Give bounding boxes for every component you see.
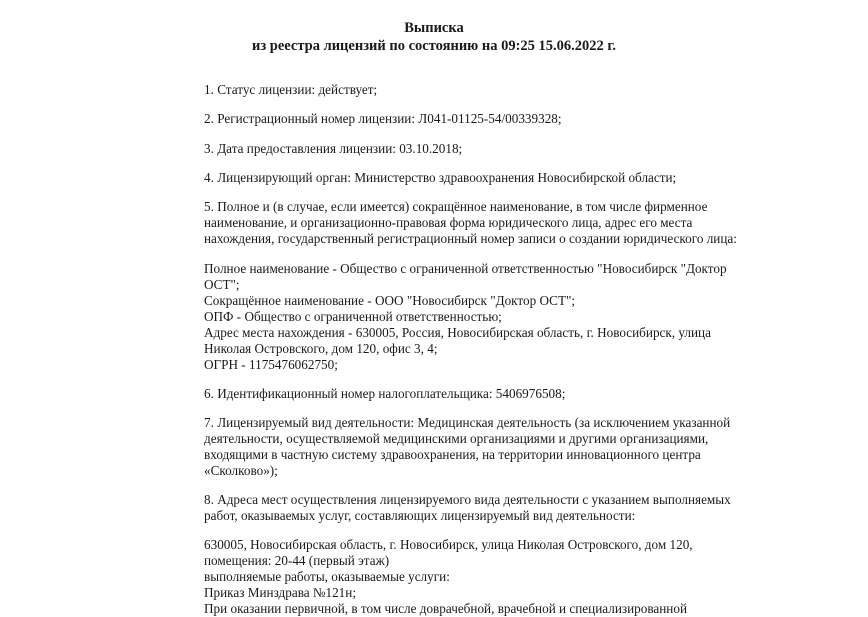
item-8-line-2: работ, оказываемых услуг, составляющих лицензируемый вид деятельности: (204, 508, 636, 523)
works-label-line: выполняемые работы, оказываемые услуги: (204, 569, 450, 584)
full-name-line-2: ОСТ"; (204, 277, 240, 292)
ogrn-line: ОГРН - 1175476062750; (204, 357, 338, 372)
item-4-authority: 4. Лицензирующий орган: Министерство здравоохранения Новосибирской области; (204, 170, 677, 185)
item-7-line-3: входящими в частную систему здравоохранения, на территории инновационного центра (204, 447, 701, 462)
address-line-2: Николая Островского, дом 120, офис 3, 4; (204, 341, 438, 356)
document-title: Выписка (404, 20, 464, 36)
item-3-date: 3. Дата предоставления лицензии: 03.10.2018; (204, 141, 463, 156)
address-line-1: Адрес места нахождения - 630005, Россия, Новосибирская область, г. Новосибирск, улица (204, 325, 711, 340)
item-6-inn: 6. Идентификационный номер налогоплательщика: 5406976508; (204, 386, 566, 401)
item-7-line-1: 7. Лицензируемый вид деятельности: Медицинская деятельность (за исключением указанной (204, 415, 731, 430)
item-1-status: 1. Статус лицензии: действует; (204, 82, 378, 97)
item-5-line-3: нахождения, государственный регистрационный номер записи о создании юридического лица: (204, 231, 737, 246)
item-5-line-2: наименование, и организационно-правовая форма юридического лица, адрес его места (204, 215, 693, 230)
item-2-reg-number: 2. Регистрационный номер лицензии: Л041-01125-54/00339328; (204, 111, 562, 126)
short-name-line: Сокращённое наименование - ООО "Новосибирск "Доктор ОСТ"; (204, 293, 576, 308)
item-7-line-2: деятельности, осуществляемой медицинскими организациями и другими организациями, (204, 431, 709, 446)
item-8-line-1: 8. Адреса мест осуществления лицензируемого вида деятельности с указанием выполняемых (204, 492, 731, 507)
site-address-line-1: 630005, Новосибирская область, г. Новосибирск, улица Николая Островского, дом 120, (204, 537, 693, 552)
full-name-line-1: Полное наименование - Общество с ограниченной ответственностью "Новосибирск "Доктор (204, 261, 727, 276)
document-subtitle: из реестра лицензий по состоянию на 09:25 15.06.2022 г. (251, 38, 617, 54)
order-line: Приказ Минздрава №121н; (204, 585, 356, 600)
item-7-line-4: «Сколково»); (204, 463, 278, 478)
opf-line: ОПФ - Общество с ограниченной ответственностью; (204, 309, 502, 324)
site-address-line-2: помещения: 20-44 (первый этаж) (204, 553, 390, 568)
item-5-line-1: 5. Полное и (в случае, если имеется) сокращённое наименование, в том числе фирменное (204, 199, 708, 214)
care-line: При оказании первичной, в том числе доврачебной, врачебной и специализированной (204, 601, 688, 616)
